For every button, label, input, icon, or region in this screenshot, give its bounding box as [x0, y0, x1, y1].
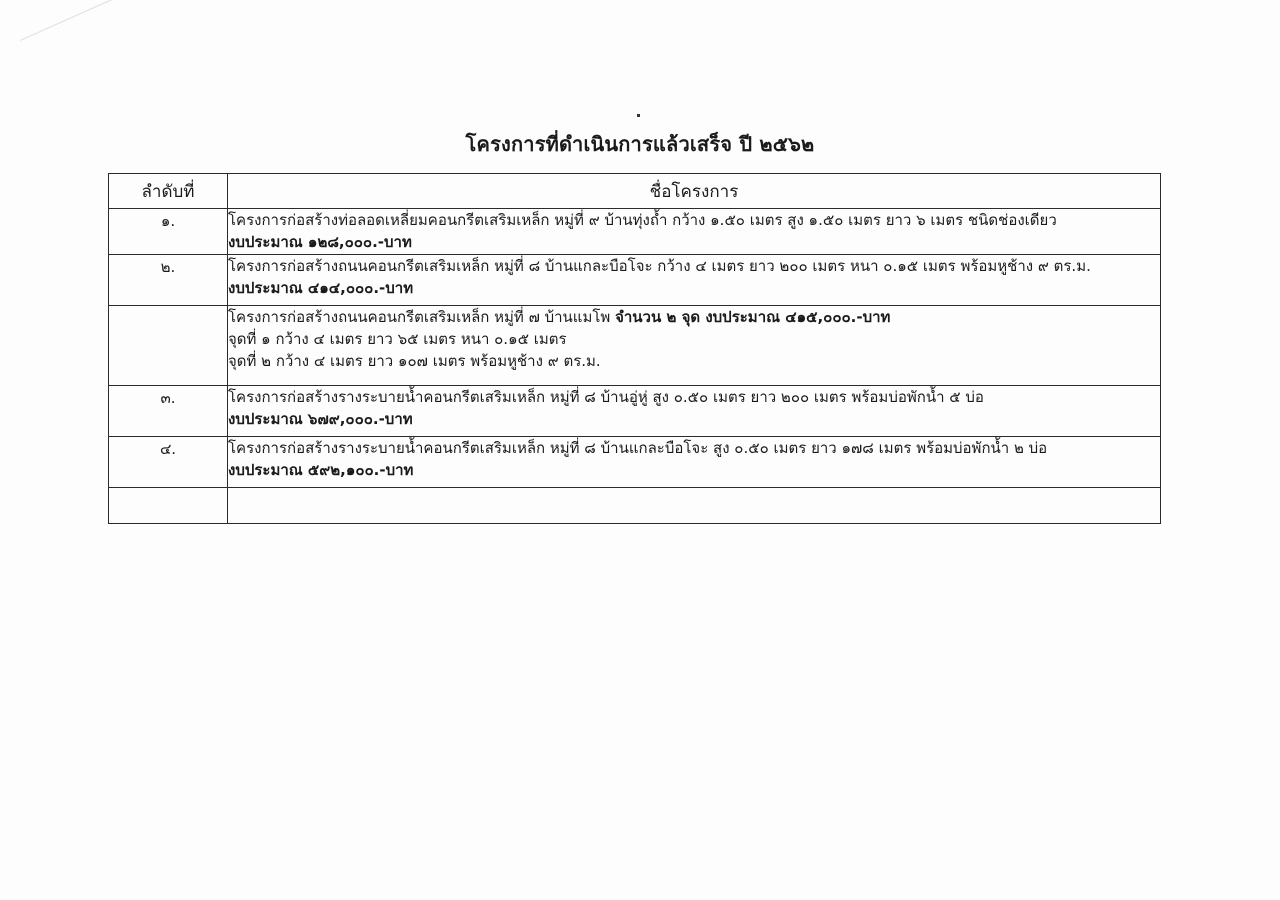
project-description-line	[228, 306, 1160, 328]
row-number: ๑.	[109, 209, 228, 255]
table-header-row	[109, 174, 1161, 209]
project-description: โครงการก่อสร้างรางระบายน้ำคอนกรีตเสริมเหล็ก หมู่ที่ ๘ บ้านแกละบือโจะ สูง ๐.๕๐ เมตร ยาว ๑๗๘ เมตร พร้อมบ่อพักน้ำ ๒ บ่อ	[228, 439, 1048, 457]
projects-table	[108, 173, 1161, 524]
project-point-2: จุดที่ ๒ กว้าง ๔ เมตร ยาว ๑๐๗ เมตร พร้อมหูช้าง ๙ ตร.ม.	[228, 352, 601, 370]
table-row	[109, 209, 1161, 255]
page-title: โครงการที่ดำเนินการแล้วเสร็จ ปี ๒๕๖๒	[465, 132, 815, 156]
row-number	[109, 306, 228, 386]
project-cell	[228, 255, 1161, 306]
row-number: ๒.	[109, 255, 228, 306]
empty-cell	[228, 488, 1161, 524]
table-row	[109, 255, 1161, 306]
table-row-empty	[109, 488, 1161, 524]
project-point-1: จุดที่ ๑ กว้าง ๔ เมตร ยาว ๖๕ เมตร หนา ๐.๑๕ เมตร	[228, 330, 567, 348]
table-row	[109, 386, 1161, 437]
project-description: โครงการก่อสร้างถนนคอนกรีตเสริมเหล็ก หมู่ที่ ๘ บ้านแกละบือโจะ กว้าง ๔ เมตร ยาว ๒๐๐ เมตร หนา ๐.๑๕ เมตร พร้อมหูช้าง ๙ ตร.ม.	[228, 257, 1091, 275]
project-budget: งบประมาณ ๔๑๔,๐๐๐.-บาท	[228, 279, 414, 297]
scan-artifact	[20, 0, 176, 41]
project-cell	[228, 306, 1161, 386]
project-description: โครงการก่อสร้างรางระบายน้ำคอนกรีตเสริมเหล็ก หมู่ที่ ๘ บ้านอู่หู่ สูง ๐.๕๐ เมตร ยาว ๒๐๐ เมตร พร้อมบ่อพักน้ำ ๕ บ่อ	[228, 388, 984, 406]
project-budget: งบประมาณ ๖๗๙,๐๐๐.-บาท	[228, 410, 413, 428]
project-budget: งบประมาณ ๑๒๘,๐๐๐.-บาท	[228, 233, 412, 251]
project-budget: งบประมาณ ๕๙๒,๑๐๐.-บาท	[228, 461, 414, 479]
project-cell	[228, 437, 1161, 488]
project-description: โครงการก่อสร้างท่อลอดเหลี่ยมคอนกรีตเสริมเหล็ก หมู่ที่ ๙ บ้านทุ่งถ้ำ กว้าง ๑.๕๐ เมตร สูง ๑.๕๐ เมตร ยาว ๖ เมตร ชนิดช่องเดียว	[228, 211, 1057, 229]
scan-dot	[637, 114, 640, 117]
table-row	[109, 306, 1161, 386]
project-description: โครงการก่อสร้างถนนคอนกรีตเสริมเหล็ก หมู่ที่ ๗ บ้านแมโพ	[228, 308, 611, 326]
project-cell	[228, 386, 1161, 437]
header-no: ลำดับที่	[109, 174, 228, 209]
project-budget: จำนวน ๒ จุด งบประมาณ ๔๑๕,๐๐๐.-บาท	[615, 308, 891, 326]
empty-cell	[109, 488, 228, 524]
row-number: ๔.	[109, 437, 228, 488]
header-name: ชื่อโครงการ	[228, 174, 1161, 209]
project-cell	[228, 209, 1161, 255]
table-row	[109, 437, 1161, 488]
row-number: ๓.	[109, 386, 228, 437]
